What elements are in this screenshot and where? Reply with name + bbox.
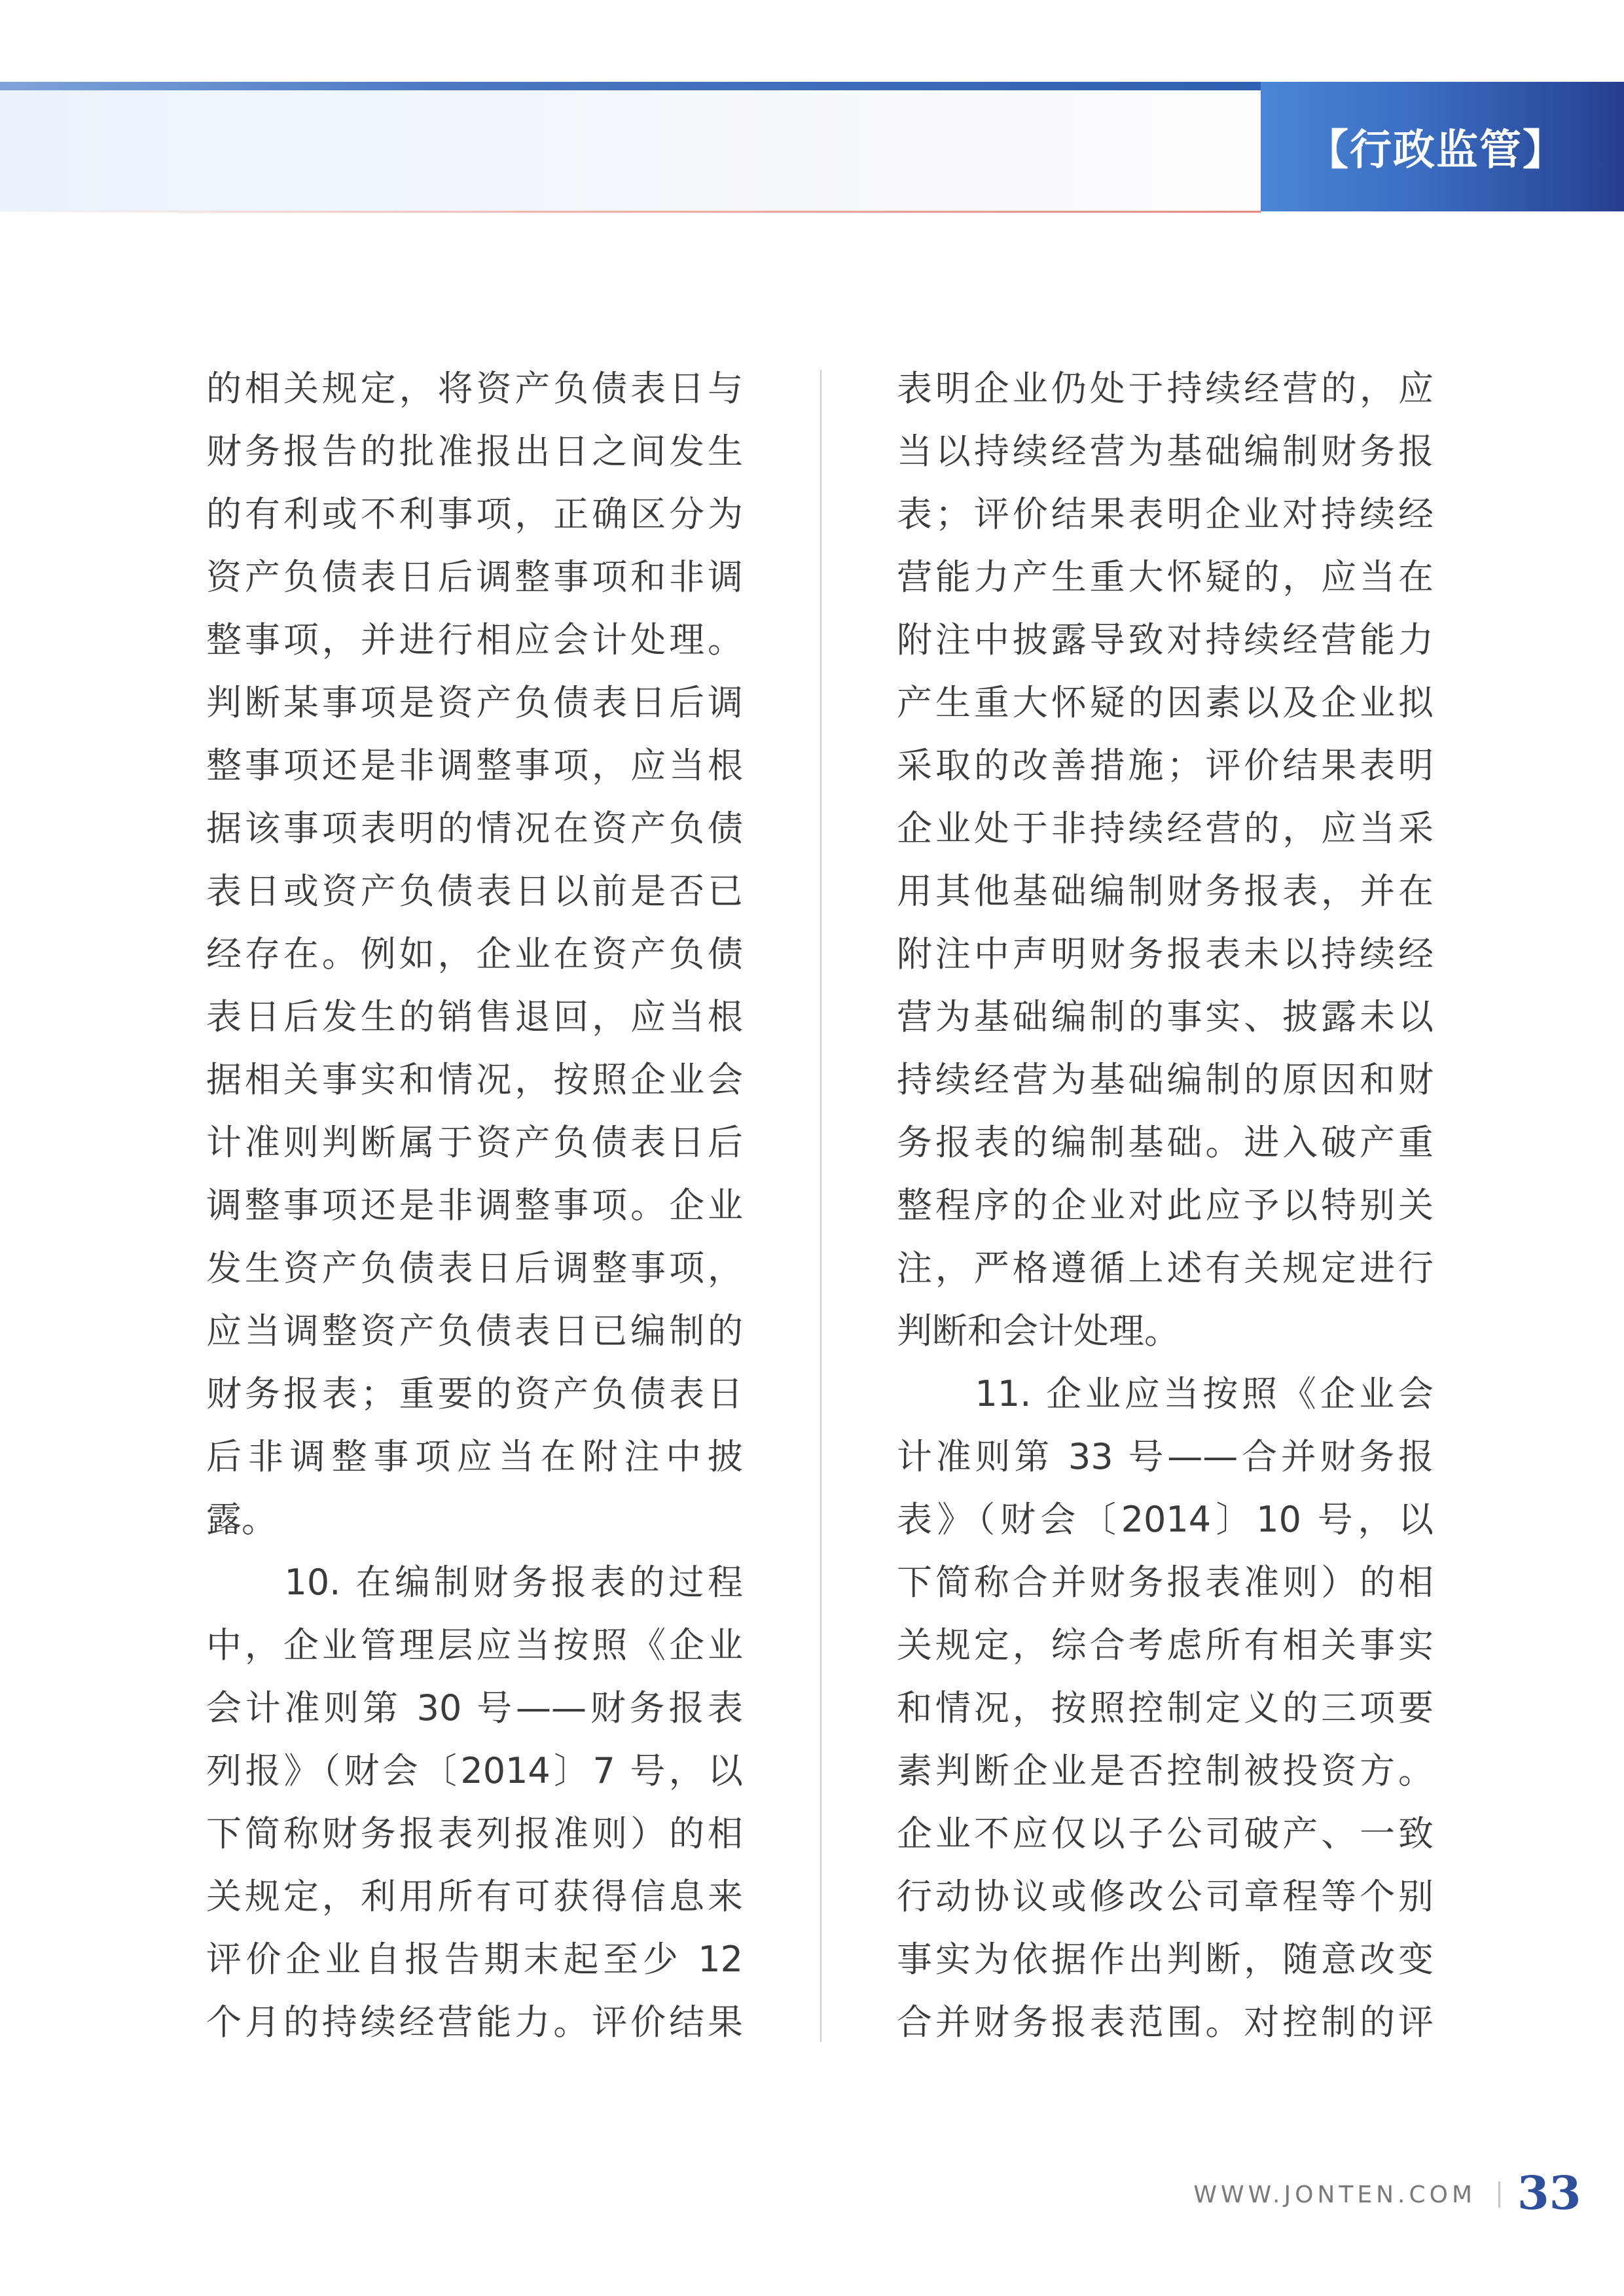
text-line: 个月的持续经营能力。评价结果 [206, 2001, 743, 2043]
text-line: 产生重大怀疑的因素以及企业拟 [897, 682, 1434, 723]
text-line: 表日后发生的销售退回，应当根 [206, 996, 743, 1037]
text-line: 合并财务报表范围。对控制的评 [897, 2001, 1434, 2043]
text-line: 应当调整资产负债表日已编制的 [206, 1310, 743, 1352]
text-line: 会计准则第 30 号——财务报表 [206, 1687, 743, 1729]
text-line: 中，企业管理层应当按照《企业 [206, 1624, 743, 1666]
text-line: 资产负债表日后调整事项和非调 [206, 556, 743, 598]
text-line: 判断和会计处理。 [897, 1310, 1180, 1352]
text-line: 据相关事实和情况，按照企业会 [206, 1059, 743, 1100]
text-line: 的有利或不利事项，正确区分为 [206, 493, 743, 535]
text-line: 持续经营为基础编制的原因和财 [897, 1059, 1434, 1100]
text-line: 列报》（财会〔2014〕7 号，以 [206, 1750, 743, 1791]
text-line: 当以持续经营为基础编制财务报 [897, 431, 1434, 472]
text-line: 附注中声明财务报表未以持续经 [897, 933, 1434, 975]
text-line: 表明企业仍处于持续经营的，应 [897, 368, 1434, 409]
text-line: 素判断企业是否控制被投资方。 [897, 1750, 1434, 1791]
section-title: 【行政监管】 [1307, 126, 1566, 175]
footer-url: WWW.JONTEN.COM [1193, 2181, 1476, 2208]
text-line: 10. 在编制财务报表的过程 [206, 1562, 743, 1603]
text-line: 行动协议或修改公司章程等个别 [897, 1876, 1434, 1917]
text-line: 附注中披露导致对持续经营能力 [897, 619, 1434, 660]
column-divider [820, 370, 821, 2042]
page-number: 33 [1517, 2166, 1581, 2220]
left-column [206, 357, 743, 2054]
text-line: 和情况，按照控制定义的三项要 [897, 1687, 1434, 1729]
header-underline [0, 211, 1261, 213]
text-line: 整程序的企业对此应予以特别关 [897, 1185, 1434, 1226]
text-line: 下简称合并财务报表准则）的相 [897, 1562, 1434, 1603]
text-line: 计准则第 33 号——合并财务报 [897, 1436, 1434, 1477]
right-column [897, 357, 1434, 2054]
text-line: 注，严格遵循上述有关规定进行 [897, 1247, 1434, 1289]
text-line: 财务报表；重要的资产负债表日 [206, 1373, 743, 1414]
text-line: 的相关规定，将资产负债表日与 [206, 368, 743, 409]
text-line: 据该事项表明的情况在资产负债 [206, 808, 743, 849]
text-line: 发生资产负债表日后调整事项， [206, 1247, 743, 1289]
text-line: 计准则判断属于资产负债表日后 [206, 1122, 743, 1163]
text-line: 关规定，利用所有可获得信息来 [206, 1876, 743, 1917]
text-line: 营为基础编制的事实、披露未以 [897, 996, 1434, 1037]
text-line: 经存在。例如，企业在资产负债 [206, 933, 743, 975]
text-line: 后非调整事项应当在附注中披 [206, 1436, 743, 1477]
header-top-rule [0, 82, 1261, 90]
text-line: 用其他基础编制财务报表，并在 [897, 870, 1434, 912]
header-band [0, 90, 1261, 211]
page-footer [0, 2163, 1624, 2222]
section-tab [1261, 82, 1624, 211]
text-line: 整事项还是非调整事项，应当根 [206, 745, 743, 786]
text-line: 企业处于非持续经营的，应当采 [897, 808, 1434, 849]
text-line: 营能力产生重大怀疑的，应当在 [897, 556, 1434, 598]
footer-separator [1498, 2181, 1500, 2208]
text-line: 下简称财务报表列报准则）的相 [206, 1813, 743, 1854]
text-line: 表》（财会〔2014〕10 号，以 [897, 1499, 1434, 1540]
text-line: 表日或资产负债表日以前是否已 [206, 870, 743, 912]
text-line: 评价企业自报告期末起至少 12 [206, 1939, 743, 1980]
text-line: 财务报告的批准报出日之间发生 [206, 431, 743, 472]
text-line: 采取的改善措施；评价结果表明 [897, 745, 1434, 786]
text-line: 判断某事项是资产负债表日后调 [206, 682, 743, 723]
text-line: 露。 [206, 1499, 277, 1540]
text-line: 关规定，综合考虑所有相关事实 [897, 1624, 1434, 1666]
text-line: 表；评价结果表明企业对持续经 [897, 493, 1434, 535]
text-line: 事实为依据作出判断，随意改变 [897, 1939, 1434, 1980]
text-line: 企业不应仅以子公司破产、一致 [897, 1813, 1434, 1854]
text-line: 整事项，并进行相应会计处理。 [206, 619, 743, 660]
text-line: 调整事项还是非调整事项。企业 [206, 1185, 743, 1226]
text-line: 务报表的编制基础。进入破产重 [897, 1122, 1434, 1163]
text-line: 11. 企业应当按照《企业会 [897, 1373, 1434, 1414]
